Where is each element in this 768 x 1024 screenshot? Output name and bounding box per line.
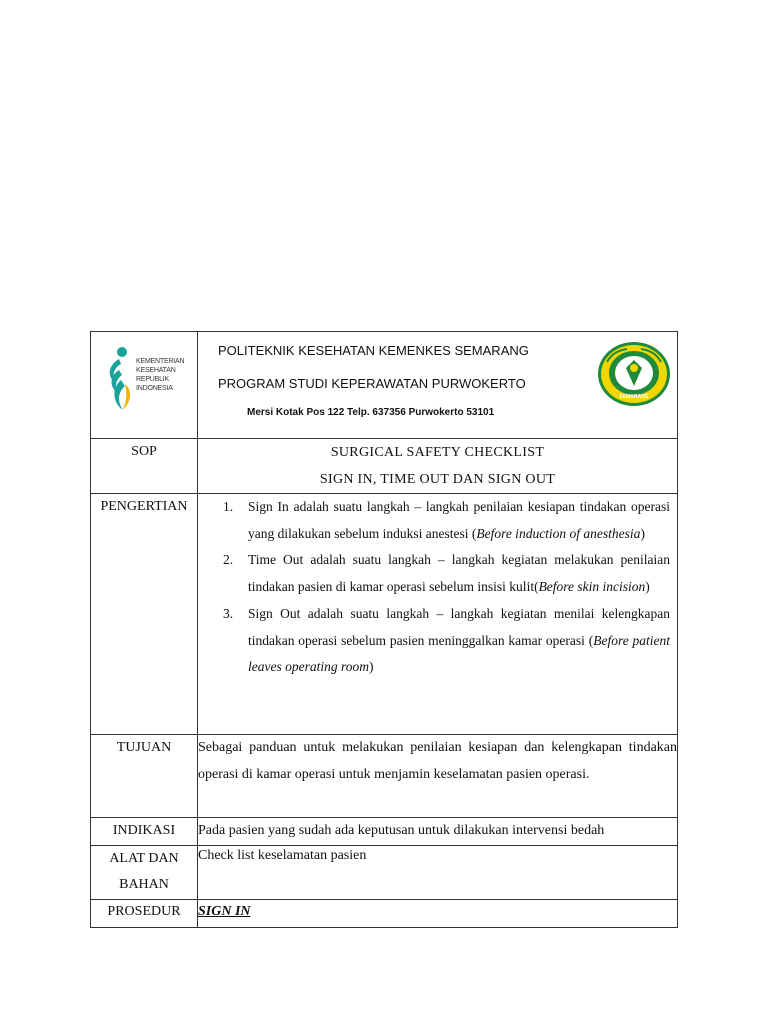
definition-item: 1. Sign In adalah suatu langkah – langkah penilaian kesiapan tindakan operasi yang dilakukan sebelum induksi anestesi (Before induction of anesthesia) (223, 499, 670, 541)
kemenkes-logo (105, 344, 187, 424)
sop-title-line2: SIGN IN, TIME OUT DAN SIGN OUT (319, 472, 556, 487)
pengertian-label: PENGERTIAN (91, 494, 198, 735)
alat-text: Check list keselamatan pasien (198, 845, 678, 899)
prosedur-row (91, 899, 678, 927)
indikasi-row (91, 818, 678, 846)
sop-title (198, 439, 678, 494)
seal-label: SEMARANG (619, 394, 649, 400)
institution-address: Mersi Kotak Pos 122 Telp. 637356 Purwokerto 53101 (247, 407, 495, 418)
sop-title-line1: SURGICAL SAFETY CHECKLIST (330, 445, 545, 460)
definition-item: 3. Sign Out adalah suatu langkah – langkah kegiatan menilai kelengkapan tindakan operasi sebelum pasien meninggalkan kamar operasi (Before patient leaves operating room) (223, 605, 670, 675)
definition-list (198, 494, 677, 681)
tujuan-text: Sebagai panduan untuk melakukan penilaian kesiapan dan kelengkapan tindakan operasi di kamar operasi untuk menjamin keselamatan pasien operasi. (198, 735, 678, 818)
institution-header (198, 332, 678, 439)
logo-cell (91, 332, 198, 439)
prosedur-label: PROSEDUR (91, 899, 198, 927)
poltekkes-seal-icon (597, 340, 671, 408)
sop-table (90, 331, 678, 928)
pengertian-row (91, 494, 678, 735)
tujuan-row (91, 735, 678, 818)
pengertian-content (198, 494, 678, 735)
alat-label: ALAT DAN BAHAN (91, 845, 198, 899)
indikasi-text: Pada pasien yang sudah ada keputusan untuk dilakukan intervensi bedah (198, 818, 678, 846)
sop-row (91, 439, 678, 494)
tujuan-label: TUJUAN (91, 735, 198, 818)
institution-name: POLITEKNIK KESEHATAN KEMENKES SEMARANG (218, 343, 529, 358)
kemenkes-emblem-icon (105, 344, 135, 424)
alat-row (91, 845, 678, 899)
definition-item: 2. Time Out adalah suatu langkah – langkah kegiatan melakukan penilaian tindakan pasien di kamar operasi sebelum insisi kulit(Before skin incision) (223, 552, 670, 595)
program-name: PROGRAM STUDI KEPERAWATAN PURWOKERTO (218, 376, 526, 391)
prosedur-sign-in: SIGN IN (198, 899, 678, 927)
sop-label: SOP (91, 439, 198, 494)
header-row (91, 332, 678, 439)
kemenkes-logo-text: KEMENTERIAN KESEHATAN REPUBLIK INDONESIA (136, 358, 185, 392)
indikasi-label: INDIKASI (91, 818, 198, 846)
